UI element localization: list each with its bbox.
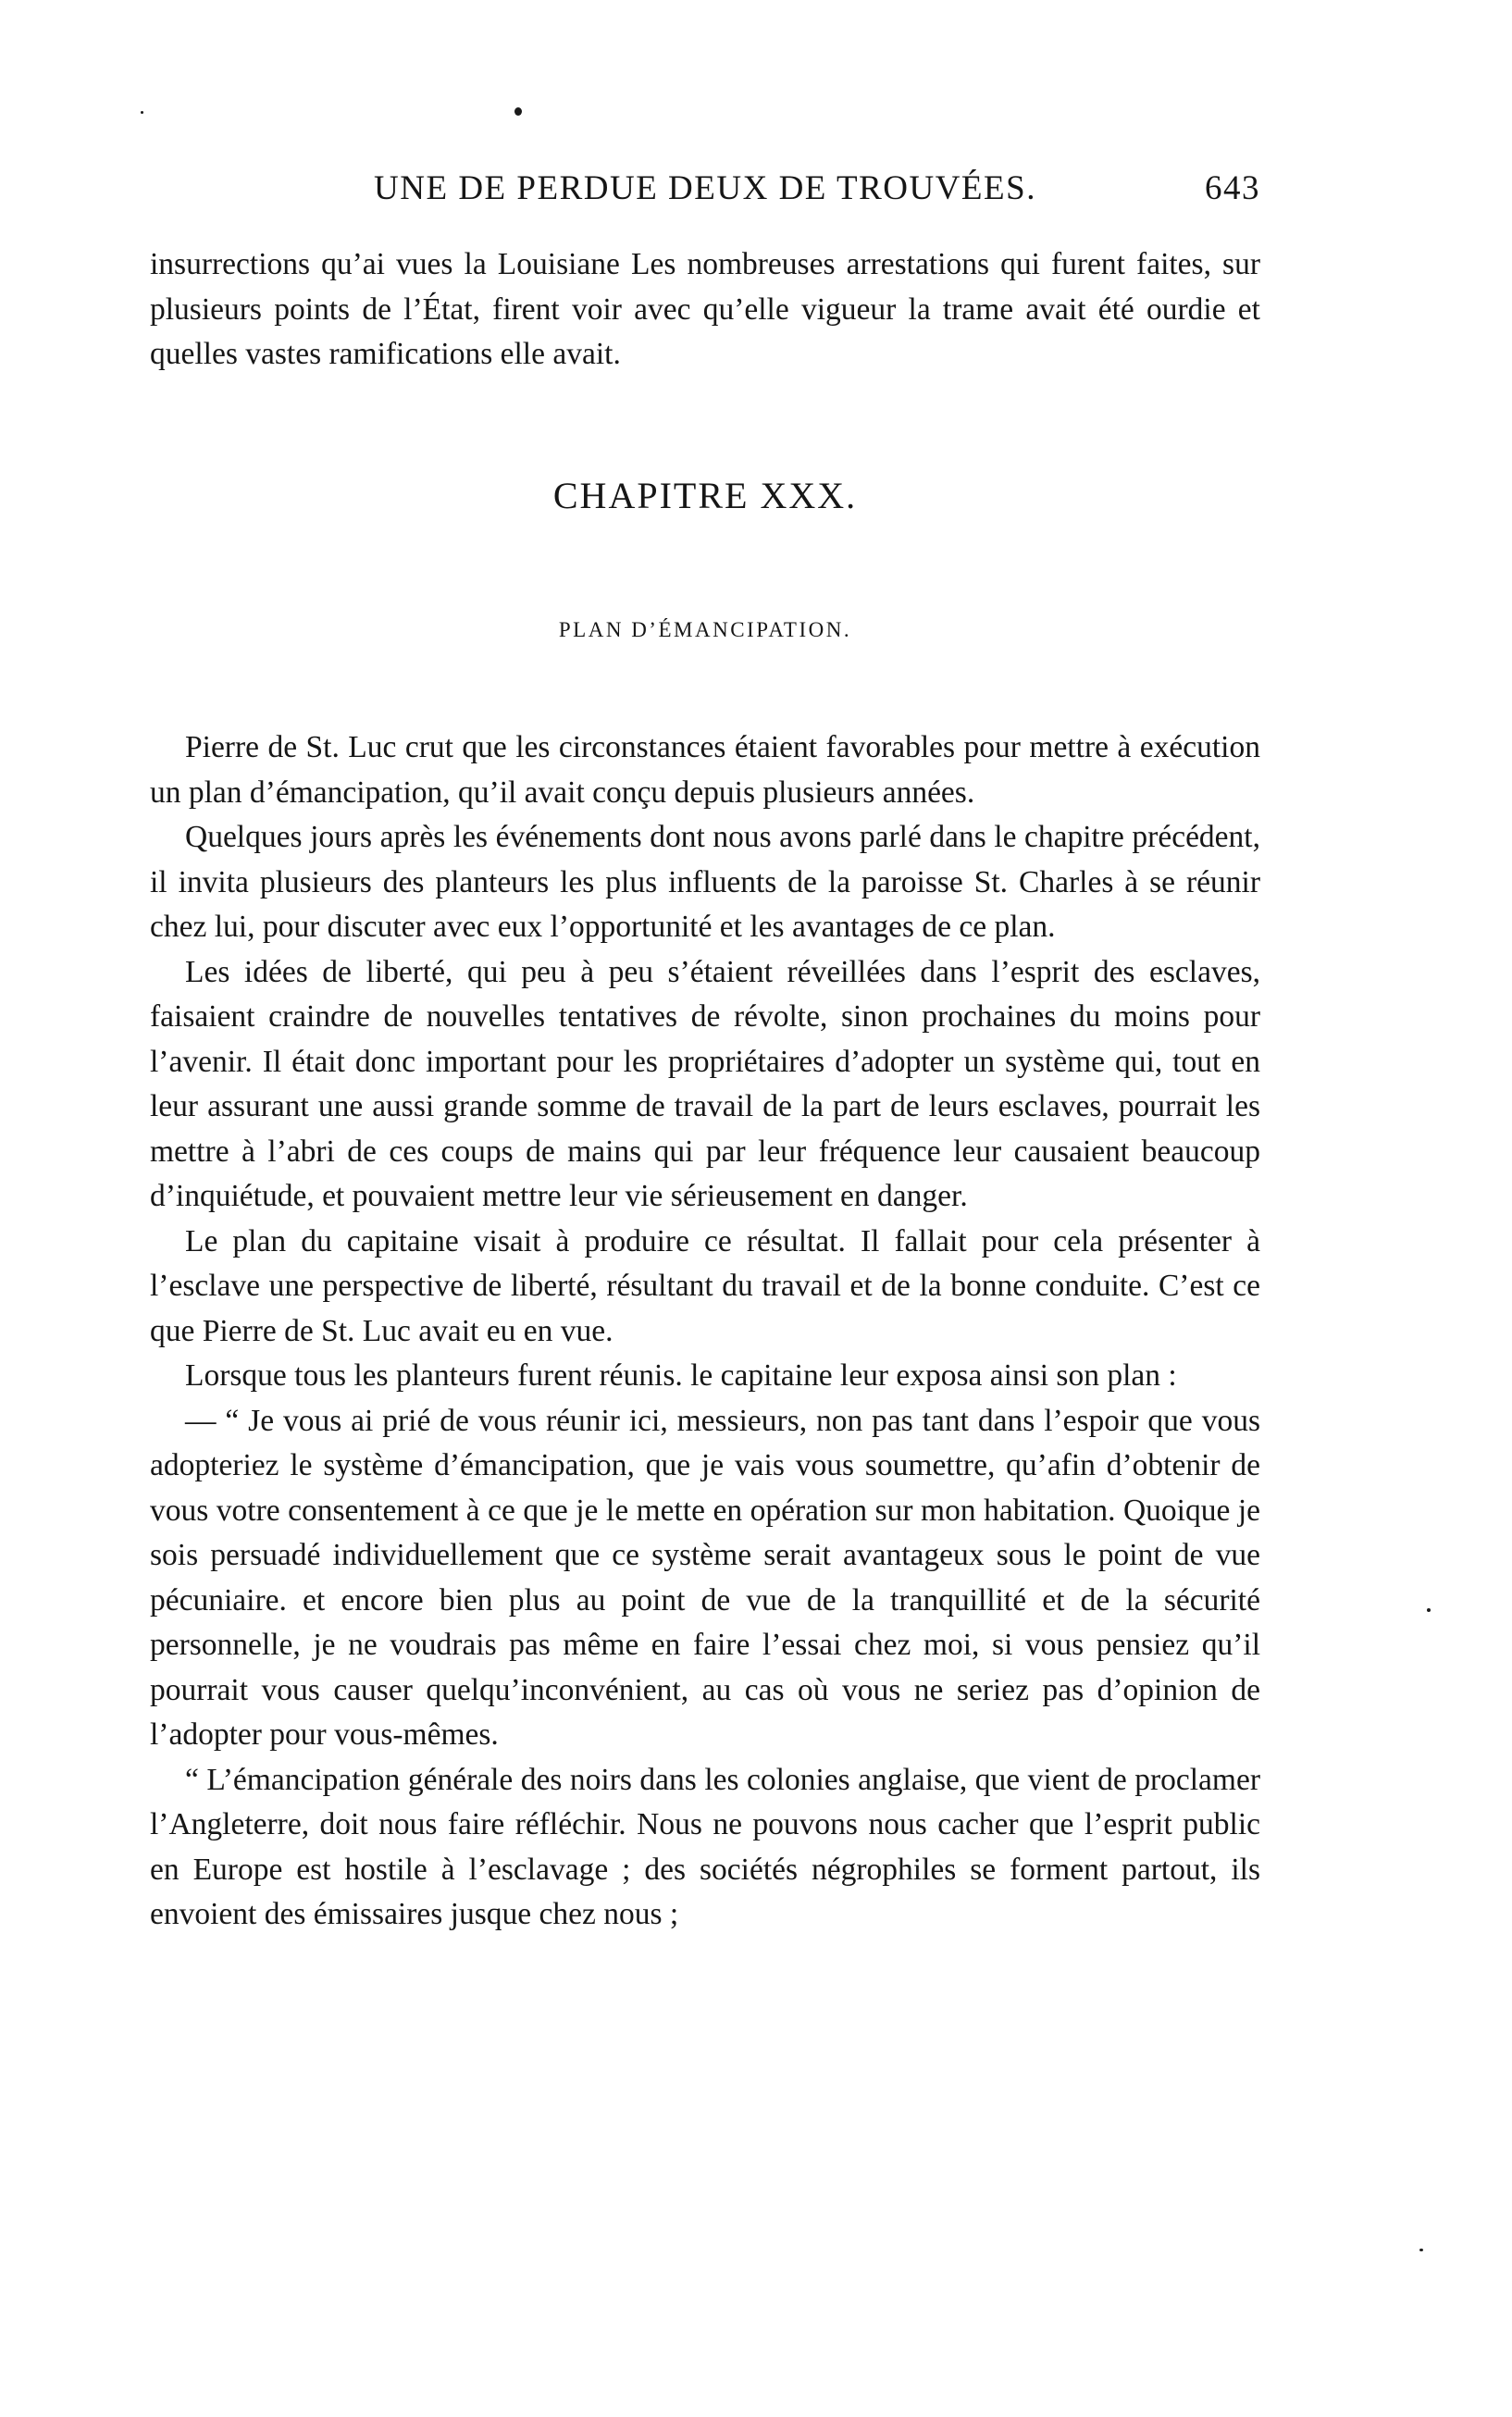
running-title: UNE DE PERDUE DEUX DE TROUVÉES. xyxy=(374,169,1036,207)
page-number: 643 xyxy=(1205,169,1260,207)
paragraph: Pierre de St. Luc crut que les circonstances étaient favorables pour mettre à exécution un plan d’émancipation, qu’il avait conçu depuis plusieurs années. xyxy=(150,730,1260,810)
ink-speck xyxy=(1419,2249,1423,2251)
paragraph: Quelques jours après les événements dont nous avons parlé dans le chapitre précédent, il invita plusieurs des planteurs les plus influents de la paroisse St. Charles à se réunir chez lui, pour discuter avec eux l’opportunité et les avantages de ce plan. xyxy=(150,820,1260,944)
continued-paragraph: insurrections qu’ai vues la Louisiane Les nombreuses arrestations qui furent faites, sur plusieurs points de l’État, firent voir avec qu’elle vigueur la trame avait été ourdie et quelles vastes ramifications elle avait. xyxy=(150,247,1260,371)
ink-speck xyxy=(1427,1608,1431,1612)
paragraph: Lorsque tous les planteurs furent réunis. le capitaine leur exposa ainsi son plan : xyxy=(185,1358,1177,1393)
ink-speck xyxy=(141,111,143,114)
running-head xyxy=(150,168,1260,220)
continued-paragraph-block xyxy=(150,242,1260,378)
paragraph: “ L’émancipation générale des noirs dans les colonies anglaise, que vient de proclamer l’Angleterre, doit nous faire réfléchir. Nous ne pouvons nous cacher que l’esprit public en Europe est hostile à l’esclavage ; des sociétés négrophiles se forment partout, ils envoient des émissaires jusque chez nous ; xyxy=(150,1762,1260,1931)
chapter-body xyxy=(150,725,1260,1938)
paragraph: — “ Je vous ai prié de vous réunir ici, messieurs, non pas tant dans l’espoir que vous adopteriez le système d’émancipation, que je vais vous soumettre, qu’afin d’obtenir de vous votre consentement à ce que je le mette en opération sur mon habitation. Quoique je sois persuadé individuellement que ce système serait avantageux sous le point de vue pécuniaire. et encore bien plus au point de vue de la tranquillité et de la sécurité personnelle, je ne voudrais pas même en faire l’essai chez moi, si vous pensiez qu’il pourrait vous causer quelqu’inconvénient, au cas où vous ne seriez pas d’opinion de l’adopter pour vous-mêmes. xyxy=(150,1403,1260,1752)
paragraph: Les idées de liberté, qui peu à peu s’étaient réveillées dans l’esprit des esclaves, faisaient craindre de nouvelles tentatives de révolte, sinon prochaines du moins pour l’avenir. Il était donc important pour les propriétaires d’adopter un système qui, tout en leur assurant une aussi grande somme de travail de la part de leurs esclaves, pourrait les mettre à l’abri de ces coups de mains qui par leur fréquence leur causaient beaucoup d’inquiétude, et pouvaient mettre leur vie sérieusement en danger. xyxy=(150,954,1260,1213)
ink-speck xyxy=(514,107,522,116)
chapter-title: CHAPITRE XXX. xyxy=(552,475,858,516)
paragraph: Le plan du capitaine visait à produire ce résultat. Il fallait pour cela présenter à l’esclave une perspective de liberté, résultant du travail et de la bonne conduite. C’est ce que Pierre de St. Luc avait eu en vue. xyxy=(150,1223,1260,1348)
chapter-subtitle: PLAN D’ÉMANCIPATION. xyxy=(558,618,852,641)
